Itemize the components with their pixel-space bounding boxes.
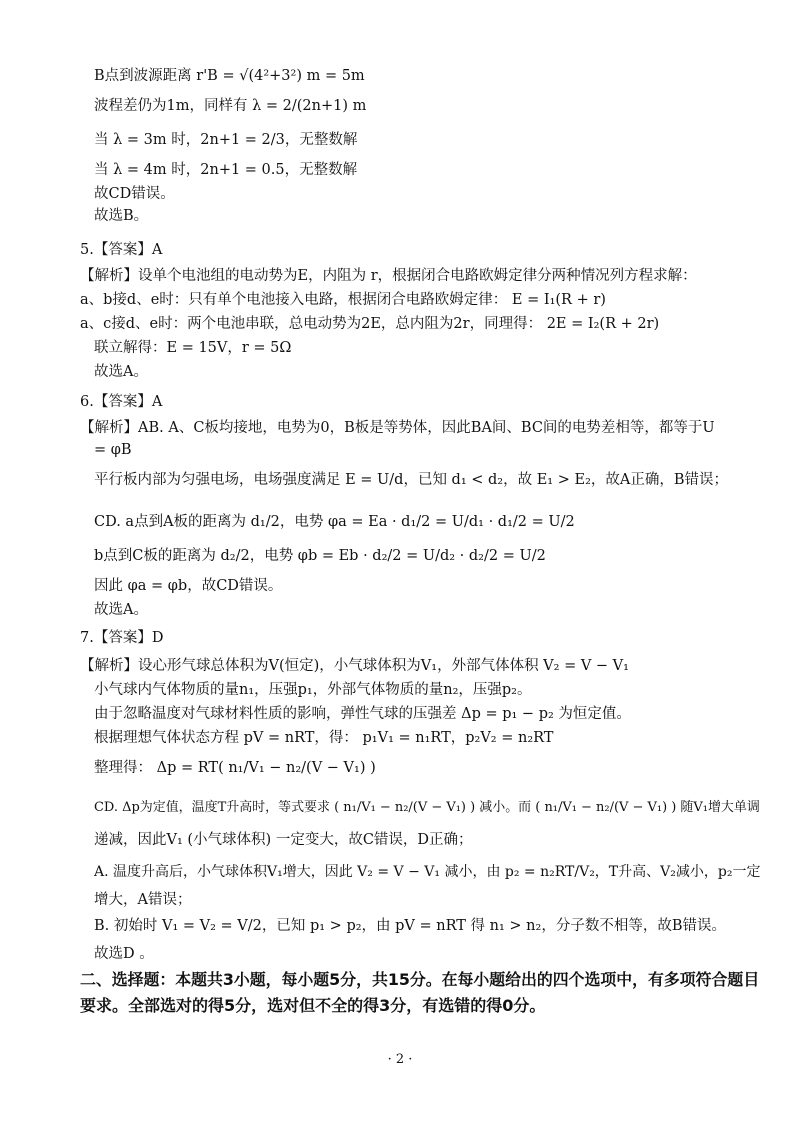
text-line: 由于忽略温度对气球材料性质的影响，弹性气球的压强差 Δp = p₁ − p₂ 为恒定值。 <box>94 706 631 722</box>
text-line: 平行板内部为匀强电场，电场强度满足 E = U/d，已知 d₁ < d₂，故 E₁ > E₂，故A正确，B错误； <box>94 472 729 488</box>
text-line: CD. a点到A板的距离为 d₁/2，电势 φa = Ea · d₁/2 = U/d₁ · d₁/2 = U/2 <box>94 514 575 530</box>
text-line: B. 初始时 V₁ = V₂ = V/2，已知 p₁ > p₂，由 pV = nRT 得 n₁ > n₂，分子数不相等，故B错误。 <box>94 918 726 934</box>
text-line: 故选B。 <box>94 208 149 224</box>
page-number: · 2 · <box>387 1052 413 1067</box>
text-line: 小气球内气体物质的量n₁，压强p₁，外部气体物质的量n₂，压强p₂。 <box>94 682 532 698</box>
text-line: 故CD错误。 <box>94 186 175 202</box>
text-line: 当 λ = 4m 时，2n+1 = 0.5，无整数解 <box>94 162 358 178</box>
text-line: 整理得： Δp = RT( n₁/V₁ − n₂/(V − V₁) ) <box>94 760 376 776</box>
text-line: 故选D 。 <box>94 946 154 962</box>
text-line: 故选A。 <box>94 602 148 618</box>
text-line: 故选A。 <box>94 364 148 380</box>
text-line: 递减，因此V₁ (小气球体积) 一定变大，故C错误，D正确； <box>94 832 473 848</box>
text-line: = φB <box>94 442 132 458</box>
section-heading: 二、选择题：本题共3小题，每小题5分，共15分。在每小题给出的四个选项中，有多项符合题目 <box>80 970 760 989</box>
text-line: 增大，A错误； <box>94 892 192 908</box>
text-line: a、b接d、e时：只有单个电池接入电路，根据闭合电路欧姆定律： E = I₁(R + r) <box>80 292 606 308</box>
text-line: 联立解得：E = 15V，r = 5Ω <box>94 340 292 356</box>
answer-heading: 7.【答案】D <box>80 630 164 646</box>
text-line: A. 温度升高后，小气球体积V₁增大，因此 V₂ = V − V₁ 减小，由 p₂ = n₂RT/V₂，T升高、V₂减小，p₂一定 <box>94 864 761 880</box>
text-line: 【解析】AB. A、C板均接地，电势为0，B板是等势体，因此BA间、BC间的电势差相等，都等于U <box>80 420 715 436</box>
answer-heading: 6.【答案】A <box>80 394 163 410</box>
text-line: 根据理想气体状态方程 pV = nRT，得： p₁V₁ = n₁RT，p₂V₂ = n₂RT <box>94 730 554 746</box>
text-line: 【解析】设单个电池组的电动势为E，内阻为 r，根据闭合电路欧姆定律分两种情况列方程求解： <box>80 268 697 284</box>
answer-heading: 5.【答案】A <box>80 242 163 258</box>
section-heading: 要求。全部选对的得5分，选对但不全的得3分，有选错的得0分。 <box>80 996 546 1015</box>
text-line: a、c接d、e时：两个电池串联，总电动势为2E，总内阻为2r，同理得： 2E = I₂(R + 2r) <box>80 316 660 332</box>
text-line: b点到C板的距离为 d₂/2，电势 φb = Eb · d₂/2 = U/d₂ · d₂/2 = U/2 <box>94 548 546 564</box>
text-line: 因此 φa = φb，故CD错误。 <box>94 578 283 594</box>
text-line: 当 λ = 3m 时，2n+1 = 2/3，无整数解 <box>94 132 358 148</box>
text-line: B点到波源距离 r'B = √(4²+3²) m = 5m <box>94 68 365 84</box>
text-line: 波程差仍为1m，同样有 λ = 2/(2n+1) m <box>94 98 367 114</box>
text-line: CD. Δp为定值，温度T升高时，等式要求 ( n₁/V₁ − n₂/(V − V₁) ) 减小。而 ( n₁/V₁ − n₂/(V − V₁) ) 随V₁增大单调 <box>94 800 760 815</box>
text-line: 【解析】设心形气球总体积为V(恒定)，小气球体积为V₁，外部气体体积 V₂ = V − V₁ <box>80 658 629 674</box>
